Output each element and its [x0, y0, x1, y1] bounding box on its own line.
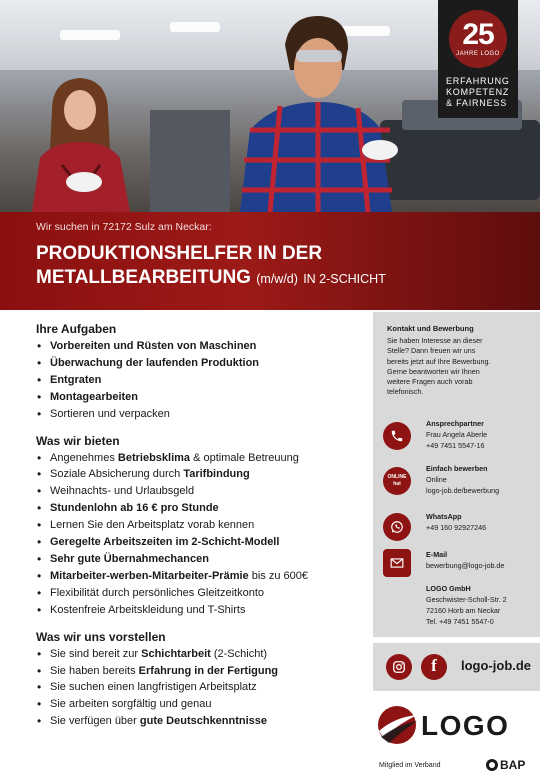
job-title-gender: (m/w/d)	[256, 272, 298, 286]
job-location: Wir suchen in 72172 Sulz am Neckar:	[36, 221, 212, 233]
whatsapp-number[interactable]: +49 160 92927246	[426, 523, 487, 532]
contact-row-whatsapp	[383, 509, 538, 543]
social-bar	[373, 643, 540, 691]
claim-line: & FAIRNESS	[446, 98, 508, 108]
list-item: • Sie haben bereits Erfahrung in der Fertigung	[36, 663, 366, 680]
email-icon[interactable]	[383, 549, 411, 577]
job-title-line1: PRODUKTIONSHELFER IN DER	[36, 243, 323, 264]
section-heading: Was wir uns vorstellen	[36, 629, 166, 644]
email-contact: E-Mail bewerbung@logo-job.de	[426, 549, 540, 571]
online-application: Einfach bewerben Online logo-job.de/bewerbung	[426, 463, 540, 496]
phone-icon[interactable]	[383, 422, 411, 450]
list-item: • Montagearbeiten	[36, 389, 366, 406]
list-item: • Geregelte Arbeitszeiten im 2-Schicht-Modell	[36, 534, 366, 551]
anniversary-number: 25	[462, 18, 494, 51]
company-address: LOGO GmbH Geschwister-Scholl-Str. 2 72160 Horb am Neckar Tel. +49 7451 5547-0	[426, 584, 507, 626]
section-heading: Ihre Aufgaben	[36, 322, 117, 336]
contact-person: Ansprechpartner Frau Angela Aberle +49 7451 5547-16	[426, 418, 540, 451]
section-offer	[36, 433, 366, 619]
list-item: • Mitarbeiter-werben-Mitarbeiter-Prämie bis zu 600€	[36, 568, 366, 585]
list-item: • Soziale Absicherung durch Tarifbindung	[36, 466, 366, 483]
whatsapp-icon[interactable]	[383, 513, 411, 541]
logo-wordmark: LOGO	[421, 710, 510, 741]
anniversary-years-label: JAHRE LOGO	[456, 51, 500, 57]
application-link[interactable]: logo-job.de/bewerbung	[426, 486, 500, 495]
list-item: • Überwachung der laufenden Produktion	[36, 355, 366, 372]
list-item: • Stundenlohn ab 16 € pro Stunde	[36, 500, 366, 517]
list-item: • Vorbereiten und Rüsten von Maschinen	[36, 338, 366, 355]
list-item: • Flexibilität durch persönliches Gleitzeitkonto	[36, 585, 366, 602]
logo-mark-icon	[375, 703, 419, 747]
list-item: • Sehr gute Übernahmechancen	[36, 551, 366, 568]
list-item: • Entgraten	[36, 372, 366, 389]
hero-machine	[150, 110, 230, 212]
section-list	[36, 338, 366, 423]
website-link[interactable]: logo-job.de	[461, 658, 532, 673]
section-list	[36, 450, 366, 619]
contact-row-email	[383, 545, 538, 579]
hero-worker-woman	[22, 70, 140, 212]
job-title-shift: IN 2-SCHICHT	[303, 272, 386, 286]
company-logo	[375, 703, 535, 747]
list-item: • Kostenfreie Arbeitskleidung und T-Shirts	[36, 602, 366, 619]
claim-line: KOMPETENZ	[446, 87, 510, 97]
contact-sidebar	[373, 312, 540, 637]
anniversary-badge	[438, 0, 518, 118]
list-item: • Angenehmes Betriebsklima & optimale Betreuung	[36, 450, 366, 467]
list-item: • Sortieren und verpacken	[36, 406, 366, 423]
association-logo: BAP	[486, 758, 525, 772]
hero-ceiling-light	[170, 22, 220, 32]
whatsapp-contact: WhatsApp +49 160 92927246	[426, 511, 540, 533]
instagram-icon[interactable]	[386, 654, 412, 680]
list-item: • Lernen Sie den Arbeitsplatz vorab kennen	[36, 517, 366, 534]
job-title-main: METALLBEARBEITUNG	[36, 267, 251, 288]
email-address[interactable]: bewerbung@logo-job.de	[426, 561, 505, 570]
section-list	[36, 646, 366, 731]
hero-worker-man	[230, 10, 400, 212]
contact-intro: Sie haben Interesse an dieser Stelle? Dann freuen wir uns bereits jetzt auf Ihre Bewerbung. Gerne beantworten wir Ihnen weitere Fragen auch vorab telefonisch.	[387, 336, 491, 397]
list-item: • Sie suchen einen langfristigen Arbeitsplatz	[36, 679, 366, 696]
contact-row-phone	[383, 418, 538, 452]
title-band	[0, 212, 540, 310]
membership-note: Mitglied im Verband	[379, 762, 441, 769]
anniversary-claim	[446, 76, 518, 109]
section-heading: Was wir bieten	[36, 433, 120, 448]
list-item: • Sie arbeiten sorgfältig und genau	[36, 696, 366, 713]
list-item: • Weihnachts- und Urlaubsgeld	[36, 483, 366, 500]
online-apply-icon[interactable]: ONLINE hat	[383, 467, 411, 495]
bap-icon	[486, 759, 498, 771]
facebook-icon[interactable]: f	[421, 654, 447, 680]
hero-ceiling-light	[60, 30, 120, 40]
contact-heading: Kontakt und Bewerbung	[387, 324, 474, 333]
phone-number[interactable]: +49 7451 5547-16	[426, 441, 485, 450]
list-item: • Sie sind bereit zur Schichtarbeit (2-Schicht)	[36, 646, 366, 663]
job-title-line2	[36, 267, 386, 289]
section-requirements	[36, 629, 366, 731]
section-tasks	[36, 321, 366, 423]
job-details	[36, 321, 366, 740]
claim-line: ERFAHRUNG	[446, 76, 510, 86]
contact-row-online	[383, 463, 538, 497]
list-item: • Sie verfügen über gute Deutschkenntnisse	[36, 713, 366, 730]
hero-workbench	[380, 120, 540, 200]
